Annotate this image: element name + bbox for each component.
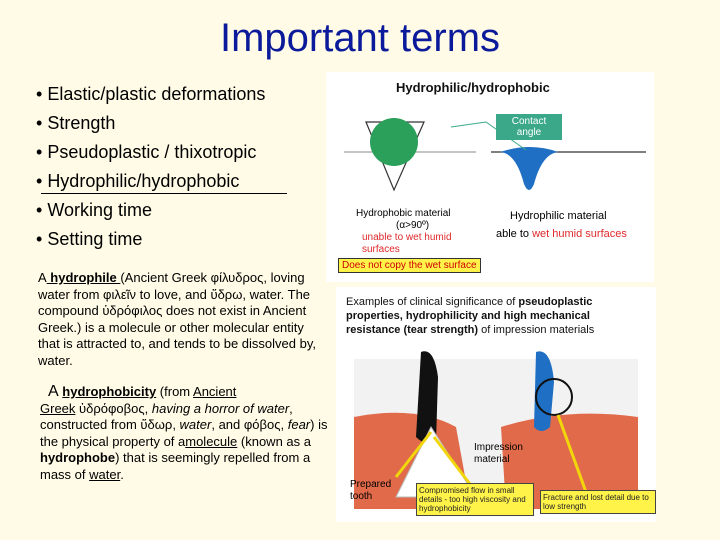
impression-material-label: Impression material bbox=[474, 442, 523, 465]
title-text: of impression materials bbox=[478, 324, 595, 336]
hydrophobic-caption bbox=[356, 208, 476, 256]
para-text: (from bbox=[156, 384, 194, 399]
bullet-item: • Setting time bbox=[36, 225, 265, 254]
caption-red-text: unable to wet humid surfaces bbox=[362, 232, 452, 255]
bullet-item: • Strength bbox=[36, 109, 265, 138]
bullet-list bbox=[36, 80, 265, 254]
para-text: . bbox=[120, 466, 124, 482]
title-emphasis: pseudoplastic properties, hydrophilicity and high mechanical resistance (tear strength) bbox=[346, 296, 593, 336]
bullet-item: • Pseudoplastic / thixotropic bbox=[36, 138, 265, 167]
contact-angle-label: Contact angle bbox=[496, 114, 562, 140]
caption-text: Hydrophilic material bbox=[510, 210, 607, 222]
water-link[interactable]: water bbox=[89, 466, 121, 482]
clinical-example-figure bbox=[336, 287, 656, 522]
para-text: water bbox=[179, 417, 212, 432]
contact-angle-figure bbox=[326, 72, 654, 282]
para-text: , and φόβος, bbox=[211, 417, 288, 432]
para-text: (Ancient Greek φίλυδρος, loving water from φιλεῖν to love, and ὕδρω, water. The compound ὑδρόφιλος does not exist in Ancient Greek.) is a molecule or other molecular entity that is attracted to, and tends to be dissolved by, water. bbox=[38, 270, 316, 368]
para-text: ) is the physical property of a bbox=[40, 417, 328, 449]
greek-link[interactable]: Greek bbox=[40, 400, 76, 416]
wet-surface-note: Does not copy the wet surface bbox=[338, 258, 481, 273]
compromised-flow-note: Compromised flow in small details - too high viscosity and hydrophobicity bbox=[416, 483, 534, 516]
hydrophile-paragraph bbox=[38, 270, 328, 369]
prepared-tooth-label: Prepared tooth bbox=[350, 479, 392, 502]
hydrophobicity-term[interactable]: hydrophobicity bbox=[62, 384, 157, 399]
bullet-item: • Elastic/plastic deformations bbox=[36, 80, 265, 109]
para-text: having a horror of water bbox=[151, 400, 290, 416]
hydrophobe-term: hydrophobe bbox=[40, 450, 116, 465]
hydrophobicity-paragraph bbox=[40, 384, 328, 483]
para-article: A bbox=[38, 270, 47, 285]
molecule-link[interactable]: molecule bbox=[185, 433, 238, 449]
para-text: (known as a bbox=[237, 433, 311, 449]
para-text: , constructed from ὕδωρ, bbox=[40, 400, 293, 432]
hydrophobic-droplet bbox=[370, 118, 418, 166]
hydrophile-term[interactable]: hydrophile bbox=[46, 270, 121, 285]
figure-title bbox=[346, 295, 646, 337]
figure-title: Hydrophilic/hydrophobic bbox=[396, 80, 550, 95]
title-text: Examples of clinical significance of bbox=[346, 296, 519, 308]
caption-text: Hydrophobic material bbox=[356, 208, 451, 219]
underline-divider bbox=[41, 193, 287, 194]
ancient-link[interactable]: Ancient bbox=[193, 384, 237, 399]
bullet-item: • Working time bbox=[36, 196, 265, 225]
hydrophilic-droplet bbox=[500, 147, 558, 190]
caption-angle: (α>90º) bbox=[396, 220, 430, 231]
bullet-item: • Hydrophilic/hydrophobic bbox=[36, 167, 265, 196]
para-text: ) that is seemingly repelled from a mass of bbox=[40, 450, 311, 482]
caption-text: able to bbox=[496, 228, 533, 240]
fracture-note: Fracture and lost detail due to low strength bbox=[540, 490, 656, 514]
para-text: ὑδρόφοβος, bbox=[75, 400, 152, 416]
caption-red-text: wet humid surfaces bbox=[532, 228, 627, 240]
slide-title: Important terms bbox=[219, 16, 501, 60]
para-text: fear bbox=[287, 417, 311, 432]
hydrophilic-caption bbox=[496, 210, 656, 240]
para-article: A bbox=[48, 383, 59, 400]
